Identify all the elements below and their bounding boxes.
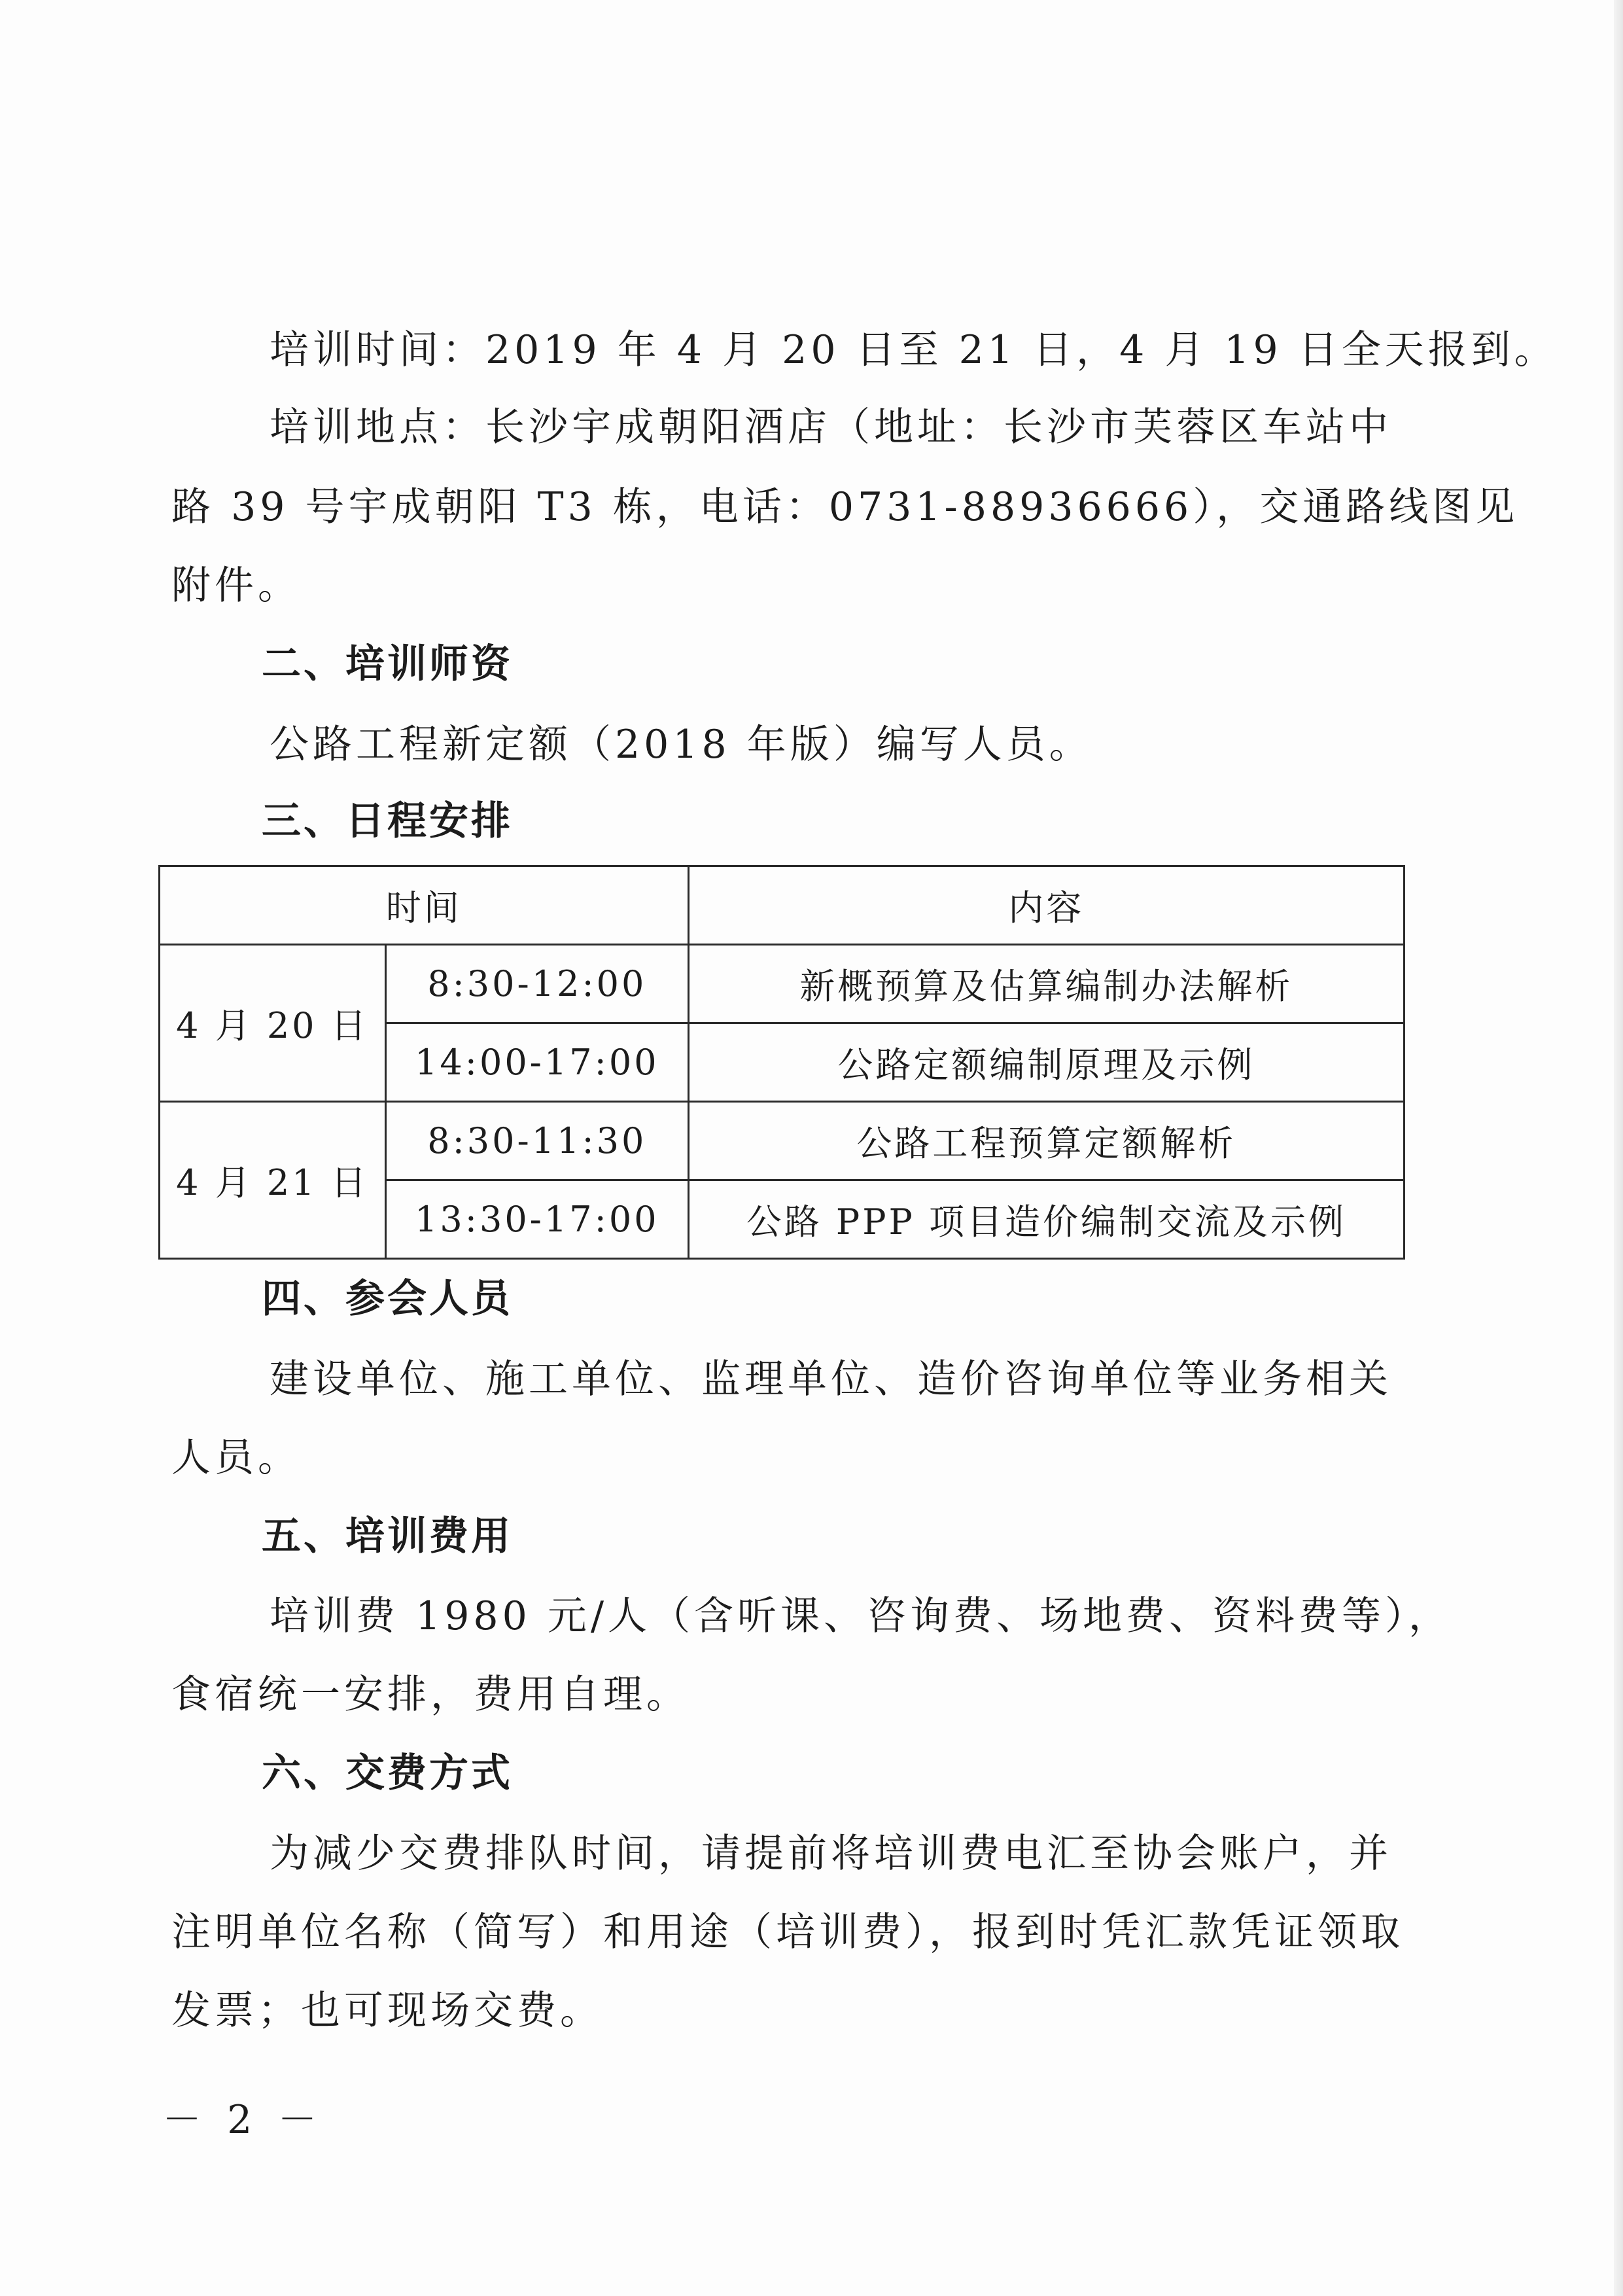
page-number: － 2 － xyxy=(162,2097,324,2143)
schedule-table xyxy=(158,865,1405,1260)
table-header-row xyxy=(160,866,1405,945)
section-heading-schedule: 三、日程安排 xyxy=(262,798,513,844)
table-row xyxy=(160,945,1405,1023)
scan-edge-shadow xyxy=(1614,0,1623,2296)
attendees-body-line-1: 建设单位、施工单位、监理单位、造价咨询单位等业务相关 xyxy=(270,1356,1392,1402)
fees-body-line-1: 培训费 1980 元/人（含听课、咨询费、场地费、资料费等）， xyxy=(270,1593,1452,1639)
content-cell: 公路 PPP 项目造价编制交流及示例 xyxy=(688,1180,1404,1259)
date-cell-day1: 4 月 20 日 xyxy=(160,945,386,1102)
content-cell: 新概预算及估算编制办法解析 xyxy=(688,945,1404,1023)
header-content-cell: 内容 xyxy=(688,866,1404,945)
payment-body-line-2: 注明单位名称（简写）和用途（培训费），报到时凭汇款凭证领取 xyxy=(171,1909,1404,1955)
payment-body-line-1: 为减少交费排队时间，请提前将培训费电汇至协会账户，并 xyxy=(270,1831,1392,1877)
training-location-line-2: 路 39 号宇成朝阳 T3 栋，电话：0731-88936666），交通路线图见 xyxy=(171,484,1519,530)
time-cell: 8:30-11:30 xyxy=(385,1102,688,1180)
attendees-body-line-2: 人员。 xyxy=(171,1435,301,1481)
time-cell: 14:00-17:00 xyxy=(385,1023,688,1102)
section-heading-instructors: 二、培训师资 xyxy=(262,641,513,687)
instructors-body: 公路工程新定额（2018 年版）编写人员。 xyxy=(270,722,1092,768)
fees-body-line-2: 食宿统一安排，费用自理。 xyxy=(171,1672,689,1718)
training-location-line-1: 培训地点：长沙宇成朝阳酒店（地址：长沙市芙蓉区车站中 xyxy=(270,404,1392,450)
section-heading-fees: 五、培训费用 xyxy=(262,1513,513,1559)
training-time-line: 培训时间：2019 年 4 月 20 日至 21 日，4 月 19 日全天报到。 xyxy=(270,327,1558,373)
content-cell: 公路工程预算定额解析 xyxy=(688,1102,1404,1180)
payment-body-line-3: 发票；也可现场交费。 xyxy=(171,1988,603,2034)
header-time-cell: 时间 xyxy=(160,866,689,945)
time-cell: 8:30-12:00 xyxy=(385,945,688,1023)
training-location-line-3: 附件。 xyxy=(171,563,301,609)
date-cell-day2: 4 月 21 日 xyxy=(160,1102,386,1259)
time-cell: 13:30-17:00 xyxy=(385,1180,688,1259)
content-cell: 公路定额编制原理及示例 xyxy=(688,1023,1404,1102)
section-heading-payment: 六、交费方式 xyxy=(262,1750,513,1796)
table-row xyxy=(160,1102,1405,1180)
section-heading-attendees: 四、参会人员 xyxy=(262,1276,513,1322)
